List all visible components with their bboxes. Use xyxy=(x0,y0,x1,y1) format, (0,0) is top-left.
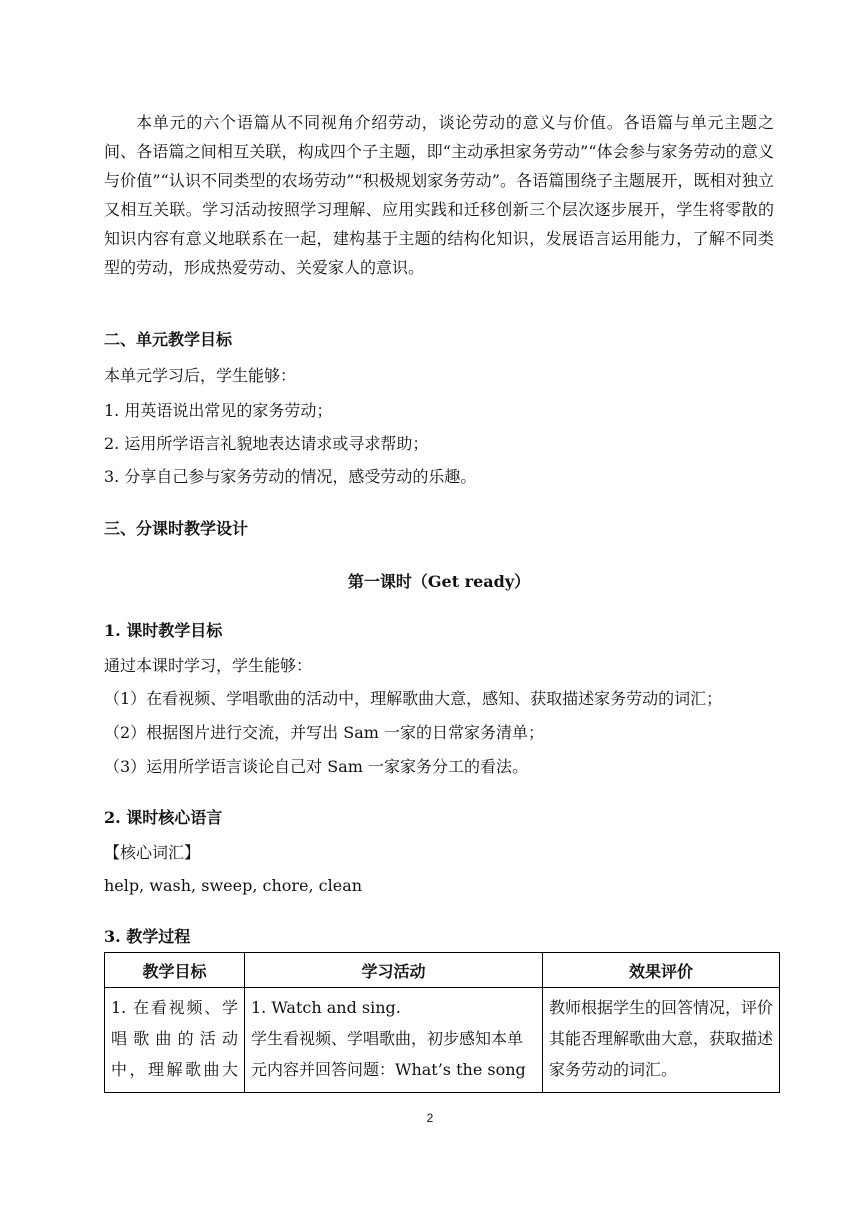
section2-lead: 本单元学习后，学生能够： xyxy=(104,366,297,385)
section2-item-3: 3. 分享自己参与家务劳动的情况，感受劳动的乐趣。 xyxy=(104,467,477,486)
section3-heading: 三、分课时教学设计 xyxy=(104,519,249,538)
cell-goal: 1. 在看视频、学唱歌曲的活动中，理解歌曲大 xyxy=(105,988,245,1093)
activity-body: 学生看视频、学唱歌曲，初步感知本单元内容并回答问题：What’s the song xyxy=(251,1029,526,1079)
core-language-heading: 2. 课时核心语言 xyxy=(104,808,223,827)
core-vocab-label: 【核心词汇】 xyxy=(104,843,201,862)
section2-heading: 二、单元教学目标 xyxy=(104,330,233,349)
column-header-evaluation: 效果评价 xyxy=(543,953,780,988)
teaching-process-table xyxy=(104,952,780,1093)
objectives-lead: 通过本课时学习，学生能够： xyxy=(104,656,313,675)
core-vocab-list: help, wash, sweep, chore, clean xyxy=(104,876,363,895)
section2-item-1: 1. 用英语说出常见的家务劳动； xyxy=(104,401,333,420)
objectives-heading: 1. 课时教学目标 xyxy=(104,621,223,640)
table-header-row xyxy=(105,953,780,988)
cell-evaluation: 教师根据学生的回答情况，评价其能否理解歌曲大意，获取描述家务劳动的词汇。 xyxy=(543,988,780,1093)
objective-item-3: （3）运用所学语言谈论自己对 Sam 一家家务分工的看法。 xyxy=(104,757,529,776)
lesson-title: 第一课时（Get ready） xyxy=(347,572,531,591)
table-row xyxy=(105,988,780,1093)
column-header-activity: 学习活动 xyxy=(245,953,543,988)
cell-activity xyxy=(245,988,543,1093)
column-header-goal: 教学目标 xyxy=(105,953,245,988)
page-number: 2 xyxy=(426,1111,434,1125)
objective-item-2: （2）根据图片进行交流，并写出 Sam 一家的日常家务清单； xyxy=(104,723,545,742)
intro-paragraph: 本单元的六个语篇从不同视角介绍劳动，谈论劳动的意义与价值。各语篇与单元主题之间、各语篇之间相互关联，构成四个子主题，即“主动承担家务劳动”“体会参与家务劳动的意义与价值”“认识不同类型的农场劳动”“积极规划家务劳动”。各语篇围绕子主题展开，既相对独立又相互关联。学习活动按照学习理解、应用实践和迁移创新三个层次逐步展开，学生将零散的知识内容有意义地联系在一起，建构基于主题的结构化知识，发展语言运用能力，了解不同类型的劳动，形成热爱劳动、关爱家人的意识。 xyxy=(104,113,774,277)
activity-title: 1. Watch and sing. xyxy=(251,998,401,1017)
objective-item-1: （1）在看视频、学唱歌曲的活动中，理解歌曲大意，感知、获取描述家务劳动的词汇； xyxy=(104,689,723,708)
section2-item-2: 2. 运用所学语言礼貌地表达请求或寻求帮助； xyxy=(104,434,429,453)
process-heading: 3. 教学过程 xyxy=(104,927,191,946)
